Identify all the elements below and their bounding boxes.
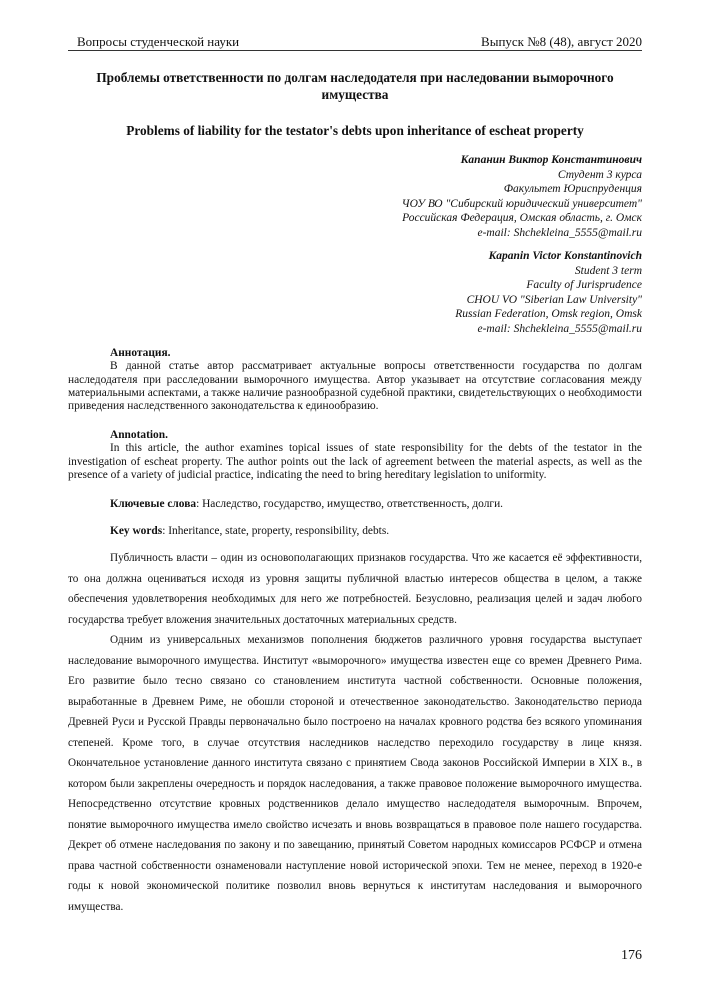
body-paragraph: Одним из универсальных механизмов пополнения бюджетов различного уровня государства выступает наследование выморочного имущества. Институт «выморочного» имущества известен еще со времен Древнего Рима. Его развитие было тесно связано со становлением института частной собственности. Основные положения, выработанные в Древнем Риме, не обошли стороной и отечественное законодательство. Законодательство периода Древней Руси и Русской Правды первоначально было построено на началах кровного родства без всякого упоминания степеней. Кроме того, в случае отсутствия наследников наследство переходило государству в лице князя. Окончательное установление данного института связано с принятием Свода законов Российской Империи в XIX в., в котором были закреплены очередность и порядок наследования, а также правовое положение выморочного имущества. Непосредственно отсутствие кровных родственников делало имущество наследодателя выморочным. Впрочем, понятие выморочного имущества имело свойство исчезать и вновь возвращаться в правовое поле нашего государства. Декрет об отмене наследования по закону и по завещанию, принятый Советом народных комиссаров РСФСР и отмена права частной собственности ознаменовали наступление новой исторической эпохи. Тем не менее, переход в 1920-е годы к новой экономической политике позволил вновь вернуться к институтам наследования и выморочного имущества. (68, 634, 642, 913)
article-body (68, 548, 642, 917)
page-number: 176 (621, 948, 642, 963)
title-english: Problems of liability for the testator's debts upon inheritance of escheat property (126, 123, 584, 138)
abstract-text: In this article, the author examines topical issues of state responsibility for the debts of the testator in the investigation of escheat property. The author points out the lack of agreement between the material aspects, as well as the presence of a variety of judicial practice, indicating the need to bring hereditary legislation to uniformity. (68, 442, 642, 481)
keywords-russian (110, 498, 503, 510)
keywords-english (110, 525, 389, 537)
keywords-text: : Наследство, государство, имущество, ответственность, долги. (196, 498, 504, 510)
abstract-heading: Аннотация. (110, 347, 171, 359)
author-university: ЧОУ ВО "Сибирский юридический университет" (401, 197, 642, 210)
author-position: Student 3 term (574, 264, 642, 277)
author-block-english (455, 249, 642, 337)
body-paragraph: Публичность власти – один из основополагающих признаков государства. Что же касается её эффективности, то она должна оцениваться исходя из уровня защиты публичной властью интересов общества в целом, а также обеспечения удовлетворения необходимых для него же потребностей. Безусловно, реализация целей и задач любого государства требует вложения значительных достаточных материальных средств. (68, 552, 642, 626)
abstract-text: В данной статье автор рассматривает актуальные вопросы ответственности государства по долгам наследодателя при расследовании выморочного имущества. Автор указывает на отсутствие согласования между материальными аспектами, а также наличие разнообразной судебной практики, свидетельствующих о необходимости приведения наследственного законодательства к единообразию. (68, 360, 642, 413)
author-faculty: Faculty of Jurisprudence (526, 279, 642, 292)
author-position: Студент 3 курса (557, 168, 642, 181)
title-russian: Проблемы ответственности по долгам наследодателя при наследовании выморочного имущества (96, 70, 614, 102)
abstract-english (68, 429, 642, 482)
journal-name: Вопросы студенческой науки (77, 34, 240, 49)
keywords-label: Key words (110, 525, 163, 537)
author-faculty: Факультет Юриспруденция (503, 183, 642, 196)
keywords-text: : Inheritance, state, property, responsibility, debts. (162, 525, 390, 537)
author-email: e-mail: Shchekleina_5555@mail.ru (477, 322, 642, 335)
author-location: Russian Federation, Omsk region, Omsk (455, 308, 642, 321)
author-name: Kapanin Victor Konstantinovich (488, 250, 642, 262)
author-block-russian (402, 153, 642, 241)
author-name: Капанин Виктор Константинович (460, 154, 642, 166)
abstract-russian (68, 347, 642, 413)
abstract-heading: Annotation. (110, 429, 168, 441)
running-header (77, 34, 642, 50)
author-university: CHOU VO "Siberian Law University" (466, 293, 642, 306)
issue-info: Выпуск №8 (48), август 2020 (481, 34, 642, 49)
header-divider (68, 50, 642, 51)
keywords-label: Ключевые слова (110, 498, 197, 510)
author-email: e-mail: Shchekleina_5555@mail.ru (477, 226, 642, 239)
author-location: Российская Федерация, Омская область, г. Омск (402, 212, 642, 225)
